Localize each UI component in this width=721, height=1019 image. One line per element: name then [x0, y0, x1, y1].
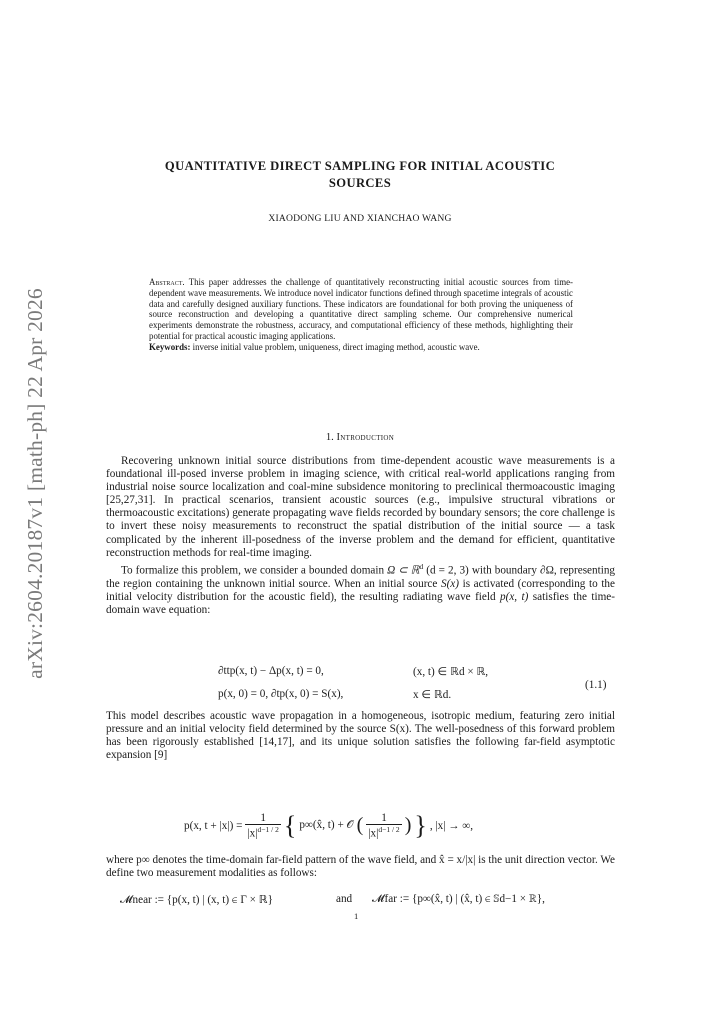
p2-text-d: satisfies the time-domain wave equation:	[106, 590, 615, 616]
authors: XIAODONG LIU AND XIANCHAO WANG	[268, 213, 452, 224]
section-heading	[100, 432, 620, 443]
paragraph-3-block	[106, 710, 615, 762]
section-number: 1.	[325, 432, 334, 443]
frac-den-base: |x|	[247, 827, 258, 840]
title-line-1: QUANTITATIVE DIRECT SAMPLING FOR INITIAL ACOUSTIC	[164, 159, 556, 173]
arxiv-side-stamp	[16, 288, 54, 678]
order-denominator	[366, 825, 401, 840]
far-field-term: p∞(x̂, t) + 𝒪	[299, 819, 354, 832]
right-brace: }	[414, 810, 427, 840]
frac-den-exp: d−1 / 2	[257, 825, 279, 834]
keywords-text: inverse initial value problem, uniqueness, direct imaging method, acoustic wave.	[192, 341, 480, 352]
frac-denominator	[245, 825, 280, 840]
abstract-body	[149, 277, 573, 342]
keywords	[149, 342, 573, 353]
measurement-and: and	[336, 893, 353, 905]
page-number: 1	[354, 911, 359, 921]
title-line-2: SOURCES	[328, 176, 392, 190]
right-paren: )	[404, 814, 412, 837]
paragraph-1: Recovering unknown initial source distributions from time-dependent acoustic wave measurements is a foundational ill-posed inverse problem in imaging science, with critical real-world applications ranging from industrial noise source localization and coal-mine subsidence monitoring to preclinical thermoacoustic imaging [25,27,31]. In practical scenarios, transient acoustic sources (e.g., impulsive structural vibrations or thermoacoustic excitations) generate propagating wave fields recorded by boundary sensors; the core challenge is to invert these noisy measurements to reconstruct the spatial distribution of the initial source — a task complicated by the inherent ill-posedness of the inverse problem and the demand for efficient, quantitative reconstruction methods for real-time imaging.	[106, 455, 615, 559]
paragraph-4: where p∞ denotes the time-domain far-field pattern of the wave field, and x̂ = x/|x| is the unit direction vector. We define two measurement modalities as follows:	[106, 854, 615, 880]
paper-title	[100, 158, 620, 192]
keywords-label: Keywords:	[149, 341, 191, 352]
paragraph-3: This model describes acoustic wave propagation in a homogeneous, isotropic medium, featuring zero initial pressure and an initial velocity field determined by the source S(x). The well-posedness of this forward problem has been rigorously established [14,17], and its unique solution satisfies the following far-field asymptotic expansion [9]	[106, 710, 615, 762]
paragraph-2	[106, 560, 615, 617]
order-den-exp: d−1 / 2	[378, 825, 400, 834]
eq-1-1-line-1-left: ∂ttp(x, t) − Δp(x, t) = 0,	[218, 665, 324, 677]
eq-1-1-line-2-left: p(x, 0) = 0, ∂tp(x, 0) = S(x),	[218, 688, 344, 700]
paragraph-1-block	[106, 455, 615, 617]
p2-text-c: is activated (corresponding to the initial velocity distribution for the acoustic field), the resulting radiating wave field	[106, 577, 615, 603]
far-field-fraction	[245, 812, 280, 840]
eq-1-1-line-1-right: (x, t) ∈ ℝd × ℝ,	[413, 666, 489, 678]
order-numerator: 1	[366, 812, 401, 825]
far-field-equation	[184, 812, 473, 840]
measurement-far: 𝓜far := {p∞(x̂, t) | (x̂, t) ∈ 𝕊d−1 × ℝ},	[372, 893, 545, 905]
p2-dimension: (d = 2, 3)	[423, 564, 472, 577]
equation-number: (1.1)	[585, 679, 607, 691]
measurement-near: 𝓜near := {p(x, t) | (x, t) ∈ Γ × ℝ}	[120, 894, 273, 906]
frac-numerator: 1	[245, 812, 280, 825]
left-brace: {	[283, 810, 297, 840]
arxiv-identifier: arXiv:2604.20187v1 [math-ph] 22 Apr 2026	[22, 287, 47, 679]
far-field-tail: , |x| → ∞,	[429, 819, 474, 832]
abstract-label: Abstract.	[149, 277, 185, 287]
p2-domain: Ω ⊂ ℝ	[387, 564, 420, 577]
abstract	[149, 277, 573, 353]
left-paren: (	[356, 814, 364, 837]
p2-text-b: with boundary ∂Ω, representing the region containing the unknown initial source. When an initial source	[106, 564, 616, 590]
abstract-text: This paper addresses the challenge of quantitatively reconstructing initial acoustic sources from time-dependent wave measurements. We introduce novel indicator functions defined through spacetime integrals of acoustic data and carefully designed auxiliary functions. These indicators are foundational for both proving the uniqueness of source reconstruction and developing a quantitative direct sampling scheme. Our comprehensive numerical experiments demonstrate the robustness, accuracy, and computational efficiency of these methods, highlighting their potential for practical acoustic imaging applications.	[149, 277, 573, 341]
order-fraction	[366, 812, 401, 840]
eq-1-1-line-2-right: x ∈ ℝd.	[413, 689, 452, 701]
p2-domain-exp: d	[419, 561, 424, 571]
paragraph-4-block	[106, 854, 615, 880]
order-den-base: |x|	[368, 827, 379, 840]
p2-text-a: To formalize this problem, we consider a bounded domain	[121, 564, 388, 577]
p2-source: S(x)	[440, 577, 459, 590]
section-title: Introduction	[336, 432, 395, 443]
far-field-lhs: p(x, t + |x|) =	[184, 819, 243, 832]
p2-field: p(x, t)	[500, 590, 529, 603]
